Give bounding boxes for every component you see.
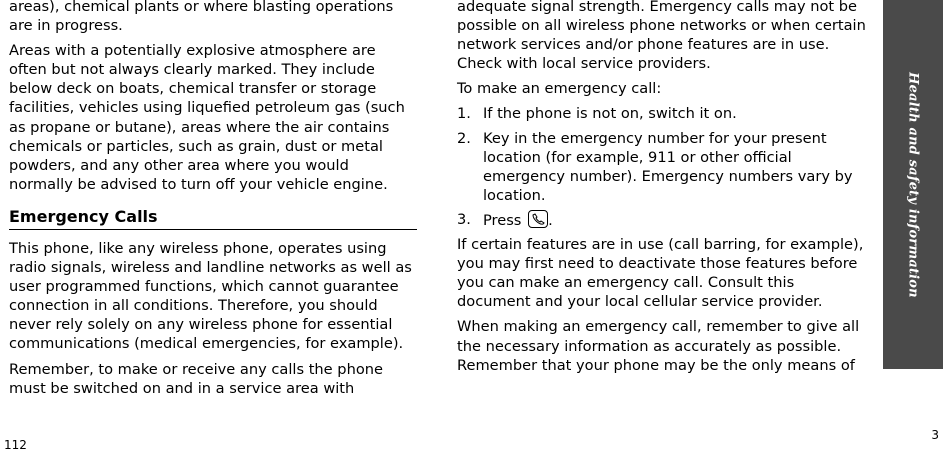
step-item [457,129,867,205]
right-paragraph-3: When making an emergency call, remember to give all the necessary information as accurately as possible. Remember that your phone may be the only means of [457,318,860,374]
step-item [457,210,867,230]
side-tab [883,0,943,369]
right-column [457,0,867,381]
left-paragraph-1: areas), chemical plants or where blasting operations are in progress. [9,0,394,35]
step-suffix: . [548,211,553,229]
right-paragraph-1: adequate signal strength. Emergency calls may not be possible on all wireless phone networks or when certain network services and/or phone features are in use. Check with local service providers. [457,0,866,73]
steps-intro: To make an emergency call: [457,80,662,98]
step-text: Key in the emergency number for your present location (for example, 911 or other official emergency number). Emergency numbers vary by location. [483,129,853,204]
step-text: Press [483,211,522,229]
page-number-right: 3 [931,428,939,442]
left-paragraph-3: This phone, like any wireless phone, operates using radio signals, wireless and landline networks as well as user programmed functions, which cannot guarantee connection in all conditions. Therefore, you should never rely solely on any wireless phone for essential communications (medical emergencies, for example). [9,239,412,353]
left-paragraph-4: Remember, to make or receive any calls the phone must be switched on and in a service area with [9,360,383,397]
section-heading: Emergency Calls [9,207,417,230]
step-text: If the phone is not on, switch it on. [483,105,737,123]
step-number: 3. [457,210,471,228]
left-column [9,0,417,404]
left-paragraph-2: Areas with a potentially explosive atmosphere are often but not always clearly marked. They include below deck on boats, chemical transfer or storage facilities, vehicles using liquefied petroleum gas (such as propane or butane), areas where the air contains chemicals or particles, such as grain, dust or metal powders, and any other area where you would normally be advised to turn off your vehicle engine. [9,42,405,193]
right-paragraph-2: If certain features are in use (call barring, for example), you may first need to deactivate those features before you can make an emergency call. Consult this document and your local cellular service provider. [457,236,864,311]
step-item [457,104,867,123]
step-number: 1. [457,105,471,123]
page-number-left: 112 [4,438,27,452]
step-number: 2. [457,129,471,147]
side-tab-label: Health and safety information [905,72,921,298]
send-key-icon [528,210,548,228]
